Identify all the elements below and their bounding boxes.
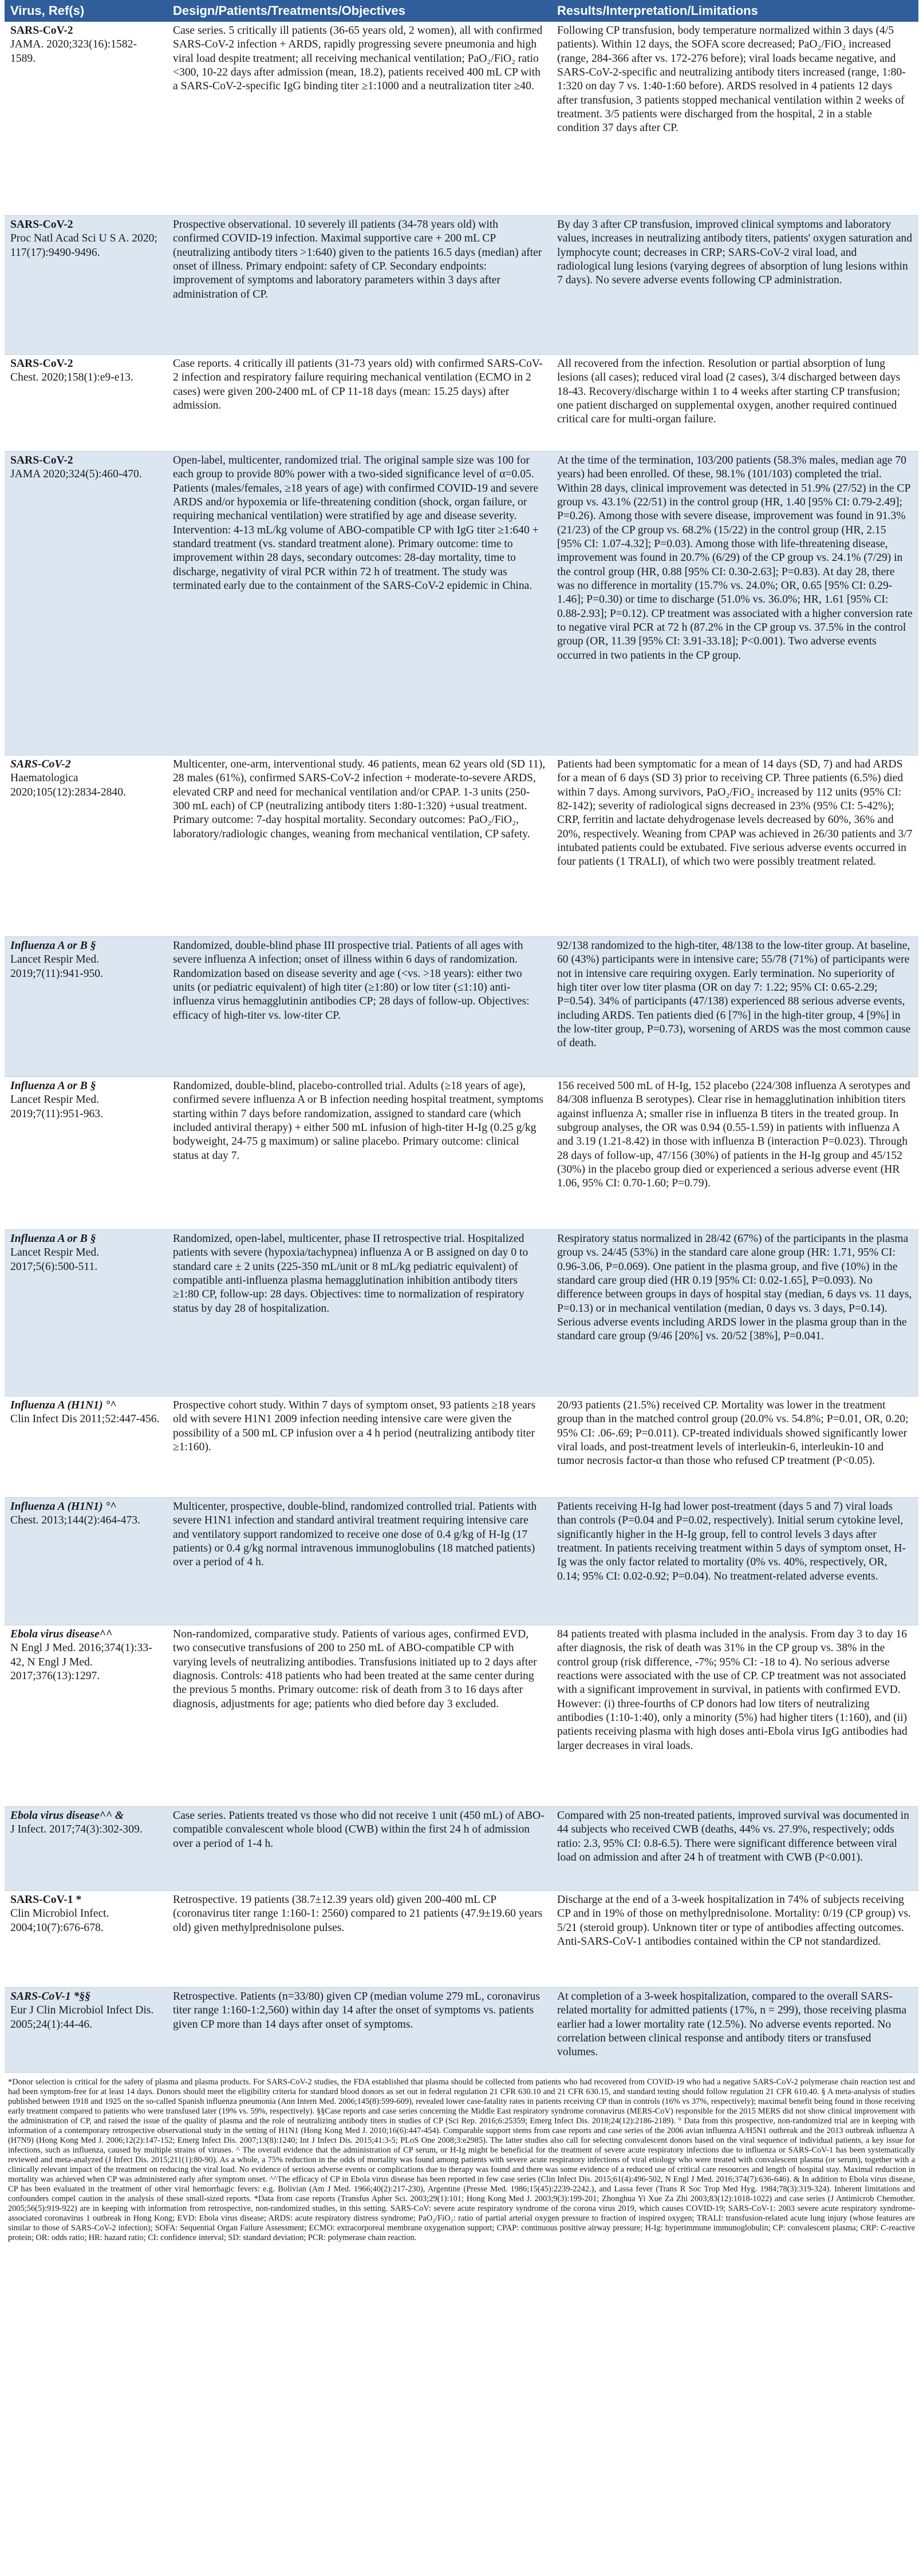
- header-design: Design/Patients/Treatments/Objectives: [167, 0, 551, 22]
- design-text: Randomized, open-label, multicenter, phase II retrospective trial. Hospitalized patients with severe (hypoxia/tachypnea) influenza A or B assigned on day 0 to standard care ± 2 units (225-350 mL/unit or 8 mL/kg pediatric equivalent) of compatible anti-influenza plasma hemagglutination inhibition antibody titers ≥1:80 CP, follow-up: 28 days. Objectives: time to normalization of respiratory status by day 28 of hospitalization.: [173, 1233, 528, 1315]
- results-cell: [551, 1988, 918, 2073]
- virus-ref-cell: [5, 1625, 167, 1807]
- design-text: Case reports. 4 critically ill patients (31-73 years old) with confirmed SARS-CoV-2 infection and respiratory failure requiring mechanical ventilation (ECMO in 2 cases) were given 200-2400 mL of CP 11-18 days (mean: 15.25 days) after admission.: [173, 358, 543, 412]
- virus-name: SARS-CoV-2: [10, 25, 73, 37]
- virus-ref-cell: [5, 355, 167, 452]
- results-text: Discharge at the end of a 3-week hospitalization in 74% of subjects receiving CP and in 19% of those on methylprednisolone. Mortality: 0/19 (CP group) vs. 5/21 (steroid group). Unknown titer or type of antibodies affecting outcomes. Anti-SARS-CoV-1 antibodies contained within the CP not standardized.: [557, 1894, 911, 1948]
- virus-ref-cell: [5, 1230, 167, 1396]
- table-row: [5, 452, 918, 755]
- reference: Lancet Respir Med. 2019;7(11):941-950.: [10, 953, 103, 980]
- virus-ref-cell: [5, 1807, 167, 1891]
- virus-ref-cell: [5, 22, 167, 216]
- header-row: [5, 0, 918, 22]
- results-text: Compared with 25 non-treated patients, improved survival was documented in 44 subjects who received CWB (deaths, 44% vs. 27.9%, respectively; odds ratio: 2.3, 95% CI: 0.8-6.5). There were significant difference between viral load on admission and after 24 h of treatment with CWB (P<0.001).: [557, 1810, 909, 1864]
- virus-name: SARS-CoV-2: [10, 358, 73, 370]
- results-text: Patients receiving H-Ig had lower post-treatment (days 5 and 7) viral loads than controls (P=0.04 and P=0.02, respectively). Initial serum cytokine level, significantly higher in the H-Ig group, fell to control levels 3 days after treatment. In patients receiving treatment within 5 days of symptom onset, H-Ig was the only factor related to mortality (0% vs. 40%, respectively, OR, 0.14; 95% CI: 0.02-0.92; P=0.04). No treatment-related adverse events.: [557, 1501, 906, 1582]
- virus-name: SARS-CoV-1 *: [10, 1894, 82, 1906]
- results-text: 156 received 500 mL of H-Ig, 152 placebo (224/308 influenza A serotypes and 84/308 influenza B serotypes). Clear rise in hemagglutination inhibition titers against influenza A; smaller rise in influenza B titers in the treated group. In subgroup analyses, the OR was 0.94 (0.55-1.59) in patients with influenza A and 3.19 (1.21-8.42) in those with influenza B (interaction P=0.023). Through 28 days of follow-up, 47/156 (30%) of patients in the H-Ig group and 45/152 (30%) in the placebo group died or experienced a serious adverse event (HR 1.06, 95% CI: 0.70-1.60; P=0.79).: [557, 1080, 910, 1190]
- virus-ref-cell: [5, 1396, 167, 1498]
- virus-ref-cell: [5, 1891, 167, 1988]
- design-text: Case series. 5 critically ill patients (36-65 years old, 2 women), all with confirmed SARS-CoV-2 infection + ARDS, rapidly progressing severe pneumonia and high viral load despite treatment; all receiving mechanical ventilation; PaO₂/FiO₂ ratio <300, 10-22 days after admission (mean, 18.2), patients received 400 mL CP with a SARS-CoV-2-specific IgG binding titer ≥1:1000 and a neutralization titer ≥40.: [173, 25, 543, 93]
- results-cell: [551, 1625, 918, 1807]
- reference: JAMA. 2020;323(16):1582-1589.: [10, 38, 137, 65]
- design-text: Randomized, double-blind phase III prospective trial. Patients of all ages with severe influenza A infection; onset of illness within 6 days of randomization. Randomization based on disease severity and age (<vs. >18 years): either two units (or pediatric equivalent) of high titer (≥1:80) or low titer (≤1:10) anti-influenza virus hemagglutinin antibodies CP; 28 days of follow-up. Objectives: efficacy of high-titer vs. low-titer CP.: [173, 940, 530, 1022]
- results-text: 20/93 patients (21.5%) received CP. Mortality was lower in the treatment group than in the matched control group (20.0% vs. 54.8%; P=0.01, OR, 0.20; 95% CI: .06-.69; P=0.011). CP-treated individuals showed significantly lower viral loads, and post-treatment levels of interleukin-6, interleukin-10 and tumor necrosis factor-α than those who refused CP treatment (P<0.05).: [557, 1399, 909, 1467]
- design-cell: [167, 1077, 551, 1230]
- table-row: [5, 1807, 918, 1891]
- results-text: 92/138 randomized to the high-titer, 48/138 to the low-titer group. At baseline, 60 (43%) participants were in intensive care; 55/78 (71%) of participants were not in intensive care requiring oxygen. Early termination. No superiority of high titer over low titer plasma (OR on day 7: 1.22; 95% CI: 0.65-2.29; P=0.54). 34% of participants (47/138) experienced 88 serious adverse events, including ARDS. Ten patients died (6 [7%] in the high-titer group, 4 [9%] in the low-titer group, P=0.73), worsening of ARDS was the most common cause of death.: [557, 940, 911, 1050]
- virus-ref-cell: [5, 1498, 167, 1625]
- studies-table: [5, 0, 918, 2073]
- design-cell: [167, 1498, 551, 1625]
- design-text: Prospective cohort study. Within 7 days of symptom onset, 93 patients ≥18 years old with severe H1N1 2009 infection needing intensive care were given the possibility of a 500 mL CP infusion over a 4 h period (neutralizing antibody titer ≥1:160).: [173, 1399, 536, 1454]
- design-text: Open-label, multicenter, randomized trial. The original sample size was 100 for each group to provide 80% power with a two-sided significance level of α=0.05. Patients (males/females, ≥18 years of age) with confirmed COVID-19 and severe ARDS and/or hypoxemia or life-threatening condition (shock, organ failure, or requiring mechanical ventilation) were stratified by age and disease severity. Intervention: 4-13 mL/kg volume of ABO-compatible CP with IgG titer ≥1:640 + standard treatment (vs. standard treatment alone). Primary outcome: time to improvement within 28 days, secondary outcomes: 28-day mortality, time to discharge, negativity of viral PCR within 72 h of treatment. The study was terminated early due to the containment of the SARS-CoV-2 epidemic in China.: [173, 454, 539, 592]
- table-row: [5, 1230, 918, 1396]
- table-header: [5, 0, 918, 22]
- virus-ref-cell: [5, 452, 167, 755]
- results-cell: [551, 1396, 918, 1498]
- header-results: Results/Interpretation/Limitations: [551, 0, 918, 22]
- virus-ref-cell: [5, 755, 167, 937]
- reference: Haematologica 2020;105(12):2834-2840.: [10, 772, 126, 798]
- reference: Lancet Respir Med. 2017;5(6):500-511.: [10, 1247, 100, 1273]
- results-cell: [551, 1891, 918, 1988]
- design-cell: [167, 452, 551, 755]
- table-row: [5, 1625, 918, 1807]
- table-body: [5, 22, 918, 2073]
- table-row: [5, 1988, 918, 2073]
- table-row: [5, 755, 918, 937]
- virus-name: SARS-CoV-1 *§§: [10, 1991, 90, 2003]
- results-cell: [551, 216, 918, 355]
- design-text: Randomized, double-blind, placebo-controlled trial. Adults (≥18 years of age), confirmed severe influenza A or B infection needing hospital treatment, symptoms starting within 7 days before randomization, assigned to standard care (which included antiviral therapy) + either 500 mL infusion of high-titer H-Ig (0.25 g/kg bodyweight, 24-75 g maximum) or saline placebo. Primary outcome: clinical status at day 7.: [173, 1080, 543, 1162]
- results-text: Patients had been symptomatic for a mean of 14 days (SD, 7) and had ARDS for a mean of 6 days (SD 3) prior to receiving CP. Three patients (6.5%) died within 7 days. Among survivors, PaO₂/FiO₂ increased by 112 units (95% CI: 82-142); severity of radiological signs decreased in 23% (95% CI: 5-42%); CRP, ferritin and lactate dehydrogenase levels decreased by 60%, 36% and 20%, respectively. Weaning from CPAP was achieved in 26/30 patients and 3/7 intubated patients could be extubated. Five serious adverse events occurred in four patients (1 TRALI), of which two were possibly treatment related.: [557, 758, 913, 868]
- reference: Chest. 2013;144(2):464-473.: [10, 1514, 140, 1527]
- results-cell: [551, 755, 918, 937]
- header-virus-ref: Virus, Ref(s): [5, 0, 167, 22]
- results-cell: [551, 1807, 918, 1891]
- results-cell: [551, 22, 918, 216]
- results-cell: [551, 1498, 918, 1625]
- virus-ref-cell: [5, 937, 167, 1077]
- design-cell: [167, 755, 551, 937]
- virus-name: SARS-CoV-2: [10, 758, 71, 770]
- reference: N Engl J Med. 2016;374(1):33-42, N Engl J Med. 2017;376(13):1297.: [10, 1642, 152, 1683]
- design-cell: [167, 1891, 551, 1988]
- design-cell: [167, 1396, 551, 1498]
- results-text: Following CP transfusion, body temperature normalized within 3 days (4/5 patients). Within 12 days, the SOFA score decreased; PaO₂/FiO₂ increased (range, 284-366 after vs. 172-276 before); viral loads became negative, and SARS-CoV-2-specific and neutralizing antibody titers increased (range, 1:80-1:320 on day 7 vs. 1:40-1:60 before). ARDS resolved in 4 patients 12 days after transfusion, 3 patients stopped mechanical ventilation within 2 weeks of treatment. 3/5 patients were discharged from the hospital, 2 in a stable condition 37 days after CP.: [557, 25, 906, 134]
- virus-name: Ebola virus disease^^: [10, 1628, 112, 1640]
- virus-name: Influenza A (H1N1) °^: [10, 1501, 117, 1513]
- virus-name: Influenza A (H1N1) °^: [10, 1399, 117, 1411]
- virus-ref-cell: [5, 1988, 167, 2073]
- table-row: [5, 937, 918, 1077]
- design-cell: [167, 22, 551, 216]
- design-text: Prospective observational. 10 severely ill patients (34-78 years old) with confirmed COVID-19 infection. Maximal supportive care + 200 mL CP (neutralizing antibody titers >1:640) given to the patients 16.5 days (median) after onset of illness. Primary endpoint: safety of CP. Secondary endpoints: improvement of symptoms and laboratory parameters within 3 days after administration of CP.: [173, 219, 542, 300]
- results-cell: [551, 452, 918, 755]
- design-cell: [167, 355, 551, 452]
- design-text: Retrospective. Patients (n=33/80) given CP (median volume 279 mL, coronavirus titer range 1:160-1:2,560) within day 14 after the onset of symptoms vs. patients given CP more than 14 days after onset of symptoms.: [173, 1991, 541, 2031]
- design-text: Multicenter, one-arm, interventional study. 46 patients, mean 62 years old (SD 11), 28 males (61%), confirmed SARS-CoV-2 infection + moderate-to-severe ARDS, elevated CRP and need for mechanical ventilation and/or CPAP. 1-3 units (250-300 mL each) of CP (neutralizing antibody titers 1:80-1:320) +usual treatment. Primary outcome: 7-day hospital mortality. Secondary outcomes: PaO₂/FiO₂, laboratory/radiologic changes, weaning from mechanical ventilation, CP safety.: [173, 758, 546, 840]
- virus-ref-cell: [5, 216, 167, 355]
- results-text: Respiratory status normalized in 28/42 (67%) of the participants in the plasma group vs. 24/45 (53%) in the standard care alone group (HR: 1.71, 95% CI: 0.96-3.06, P=0.069). One patient in the plasma group, and five (10%) in the standard care group died (HR 0.19 [95% CI: 0.02-1.65], P=0.093). No difference between groups in days of hospital stay (median, 6 days vs. 11 days, P=0.13) or in mechanical ventilation (median, 0 days vs. 3 days, P=0.14). Serious adverse events including ARDS lower in the plasma group than in the standard care group (9/46 [20%] vs. 20/52 [38%], P=0.041.: [557, 1233, 912, 1343]
- design-cell: [167, 1625, 551, 1807]
- reference: Eur J Clin Microbiol Infect Dis. 2005;24(1):44-46.: [10, 2004, 154, 2031]
- results-text: At completion of a 3-week hospitalization, compared to the overall SARS-related mortality for admitted patients (17%, n = 299), those receiving plasma earlier had a lower mortality rate (12.5%). No adverse events reported. No correlation between clinical response and antibody titers or transfused volumes.: [557, 1991, 907, 2059]
- design-cell: [167, 937, 551, 1077]
- design-text: Retrospective. 19 patients (38.7±12.39 years old) given 200-400 mL CP (coronavirus titer range 1:160-1: 2560) compared to 21 patients (47.9±19.60 years old) given methylprednisolone pulses.: [173, 1894, 543, 1934]
- reference: Clin Microbiol Infect. 2004;10(7):676-678.: [10, 1908, 109, 1934]
- results-cell: [551, 1230, 918, 1396]
- design-cell: [167, 216, 551, 355]
- table-row: [5, 1396, 918, 1498]
- results-cell: [551, 937, 918, 1077]
- results-text: At the time of the termination, 103/200 patients (58.3% males, median age 70 years) had been enrolled. Of these, 98.1% (101/103) completed the trial. Within 28 days, clinical improvement was detected in 51.9% (27/52) in the CP group vs. 43.1% (22/51) in the control group (HR, 1.40 [95% CI: 0.79-2.49]; P=0.26). Among those with severe disease, improvement was found in 91.3% (21/23) of the CP group vs. 68.2% (15/22) in the control group (HR, 2.15 [95% CI: 1.07-4.32]; P=0.03). Among those with life-threatening disease, improvement was found in 20.7% (6/29) of the CP group vs. 24.1% (7/29) in the control group (HR, 0.88 [95% CI: 0.30-2.63]; P=0.83). At day 28, there was no difference in mortality (15.7% vs. 24.0%; OR, 0.65 [95% CI: 0.29-1.46]; P=0.30) or time to discharge (51.0% vs. 36.0%; HR, 1.61 [95% CI: 0.88-2.93]; P=0.12). CP treatment was associated with a higher conversion rate to negative viral PCR at 72 h (87.2% in the CP group vs. 37.5% in the control group (OR, 11.39 [95% CI: 3.91-33.18]; P<0.001). Two adverse events occurred in two patients in the CP group.: [557, 454, 913, 662]
- reference: JAMA 2020;324(5):460-470.: [10, 468, 142, 481]
- design-cell: [167, 1807, 551, 1891]
- table-row: [5, 22, 918, 216]
- table-row: [5, 216, 918, 355]
- table-footnote: [5, 2073, 918, 2243]
- footnote-text: *Donor selection is critical for the safety of plasma and plasma products. For SARS-CoV-2 studies, the FDA established that plasma should be collected from patients who had recovered from COVID-19 who had a negative SARS-CoV-2 polymerase chain reaction test and had been symptom-free for at least 14 days. Donors should meet the eligibility criteria for standard blood donors as set out in federal regulation 21 CFR 630.10 and 21 CFR 630.15, and standard testing should follow regulation 21 CFR 610.40. § A meta-analysis of studies published between 1918 and 1925 on the so-called Spanish influenza pneumonia (Ann Intern Med. 2006;145(8):599-609), revealed lower case-fatality rates in patients receiving CP than in controls (16% vs 37%, respectively); maximal benefit being found in those receiving early treatment compared to patients who were transfused later (19% vs. 59%, respectively). §§Case reports and case series concerning the Middle East respiratory syndrome coronavirus (MERS-CoV) responsible for the 2015 MERS did not show clinical improvement with the administration of CP, and raised the issue of the quality of plasma and the role of neutralizing antibody titers in studies of CP (Sci Rep. 2016;6:25359; Emerg Infect Dis. 2018;24(12):2186-2189). ° Data from this prospective, non-randomized trial are in keeping with information of a contemporary retrospective observational study in the setting of H1N1 (Hong Kong Med J. 2010;16(6):447-454). Comparable support stems from case reports and case series of the 2006 avian influenza A/H5N1 outbreak and the 2013 outbreak influenza A (H7N9) (Hong Kong Med J. 2006;12(2):147-152; Emerg Infect Dis. 2007;13(8):1240; Int J Infect Dis. 2015;41:3-5; PLoS One 2008;3:e2985). The latter studies also call for selecting convalescent donors based on the viral sequence of individual patients, a key issue for infections, such as influenza, caused by multiple strains of viruses. ^ The overall evidence that the administration of CP serum, or H-Ig might be beneficial for the treatment of severe acute respiratory infections due to influenza or SARS-CoV-1 has been systematically reviewed and meta-analyzed (J Infect Dis. 2015;211(1):80-90). As a whole, a 75% reduction in the odds of mortality was found among patients with severe acute respiratory infections of viral etiology who were treated with convalescent plasma (or serum), together with a clinically relevant impact of the treatment on reducing the viral load. No evidence of serious adverse events or complications due to therapy was found and there was some evidence of a reduced use of critical care resources and length of hospital stay. Maximal reduction in mortality was achieved when CP was administered early after symptom onset. ^^The efficacy of CP in Ebola virus disease has been reported in few case series (Clin Infect Dis. 2015;61(4):496-502, N Engl J Med. 2016;374(7):636-646). & In addition to Ebola virus disease, CP has been evaluated in the treatment of other viral hemorrhagic fevers: e.g. Bolivian (Am J Med. 1966;40(2):217-230), Argentine (Presse Med. 1986;15(45):2239-2242.), and Lassa fever (Trans R Soc Trop Med Hyg. 1984;78(3):319-324). Inherent limitations and confounders compel caution in the analysis of these small-sized reports. *Data from case reports (Transfus Apher Sci. 2003;29(1):101; Hong Kong Med J. 2003;9(3):199-201; Zhonghua Yi Xue Za Zhi 2003;83(12):1018-1022) and case series (J Antimicrob Chemother. 2005;56(5):919-922) are in keeping with information from retrospective, non-randomized studies, in this setting. SARS-CoV: severe acute respiratory syndrome of the corona virus 2019, which causes COVID-19; SARS-CoV-1: 2003 severe acute respiratory syndrome-associated coronavirus 1 outbreak in Hong Kong; EVD: Ebola virus disease; ARDS: acute respiratory distress syndrome; PaO₂/FiO₂: ratio of partial arterial oxygen pressure to fraction of inspired oxygen; TRALI: transfusion-related acute lung injury (whose features are similar to those of SARS-CoV-2 infection); SOFA: Sequential Organ Failure Assessment; ECMO: extracorporeal membrane oxygenation support; CPAP: continuous positive airway pressure; H-Ig: hyperimmune immunoglobulin; CP: convalescent plasma; CRP: C-reactive protein; OR: odds ratio; HR: hazard ratio; CI: confidence interval; SD: standard deviation; PCR: polymerase chain reaction.: [8, 2078, 915, 2242]
- results-text: By day 3 after CP transfusion, improved clinical symptoms and laboratory values, increases in neutralizing antibody titers, patients' oxygen saturation and lymphocyte count; decreases in CRP; SARS-CoV-2 viral load, and radiological lung lesions (varying degrees of absorption of lung lesions within 7 days). No severe adverse events following CP administration.: [557, 219, 913, 287]
- table-row: [5, 355, 918, 452]
- reference: Clin Infect Dis 2011;52:447-456.: [10, 1413, 160, 1426]
- virus-name: SARS-CoV-2: [10, 219, 73, 231]
- virus-name: SARS-CoV-2: [10, 454, 73, 466]
- table-row: [5, 1498, 918, 1625]
- design-text: Multicenter, prospective, double-blind, randomized controlled trial. Patients with severe H1N1 infection and standard antiviral treatment requiring intensive care and ventilatory support randomized to receive one dose of 0.4 g/kg of H-Ig (17 patients) or 0.4 g/kg normal intravenous immunoglobulins (18 matched patients) over a period of 4 h.: [173, 1501, 537, 1569]
- design-text: Non-randomized, comparative study. Patients of various ages, confirmed EVD, two consecutive transfusions of 200 to 250 mL of ABO-compatible CP with varying levels of neutralizing antibodies. Transfusions initiated up to 2 days after diagnosis. Controls: 418 patients who had been treated at the same center during the previous 5 months. Primary outcome: risk of death from 3 to 16 days after diagnosis, adjustments for age; patients who died before day 3 excluded.: [173, 1628, 537, 1710]
- results-cell: [551, 1077, 918, 1230]
- results-text: 84 patients treated with plasma included in the analysis. From day 3 to day 16 after diagnosis, the risk of death was 31% in the CP group vs. 38% in the control group (risk difference, -7%; 95% CI: -18 to 4). No serious adverse reactions were associated with the use of CP. CP treatment was not associated with a significant improvement in survival, in patients with confirmed EVD. However: (i) three-fourths of CP donors had low titers of neutralizing antibodies (1:10-1:40), only a minority (5%) had higher titers (1:160), and (ii) patients receiving plasma with high doses anti-Ebola virus IgG antibodies had larger decreases in viral loads.: [557, 1628, 908, 1752]
- virus-name: Influenza A or B §: [10, 1233, 96, 1245]
- virus-ref-cell: [5, 1077, 167, 1230]
- results-text: All recovered from the infection. Resolution or partial absorption of lung lesions (all cases); reduced viral load (2 cases), 3/4 discharged between days 18-43. Recovery/discharge within 1 to 4 weeks after starting CP transfusion; one patient discharged on supplemental oxygen, another required continued critical care for multi-organ failure.: [557, 358, 901, 426]
- design-text: Case series. Patients treated vs those who did not receive 1 unit (450 mL) of ABO-compatible convalescent whole blood (CWB) within the first 24 h of admission over a period of 1-4 h.: [173, 1810, 545, 1850]
- virus-name: Influenza A or B §: [10, 940, 96, 952]
- table-row: [5, 1077, 918, 1230]
- virus-name: Ebola virus disease^^ &: [10, 1810, 124, 1822]
- table-row: [5, 1891, 918, 1988]
- results-cell: [551, 355, 918, 452]
- design-cell: [167, 1230, 551, 1396]
- reference: J Infect. 2017;74(3):302-309.: [10, 1823, 143, 1836]
- reference: Proc Natl Acad Sci U S A. 2020; 117(17):9490-9496.: [10, 232, 157, 259]
- design-cell: [167, 1988, 551, 2073]
- reference: Chest. 2020;158(1):e9-e13.: [10, 371, 133, 384]
- reference: Lancet Respir Med. 2019;7(11):951-963.: [10, 1094, 103, 1120]
- virus-name: Influenza A or B §: [10, 1080, 96, 1092]
